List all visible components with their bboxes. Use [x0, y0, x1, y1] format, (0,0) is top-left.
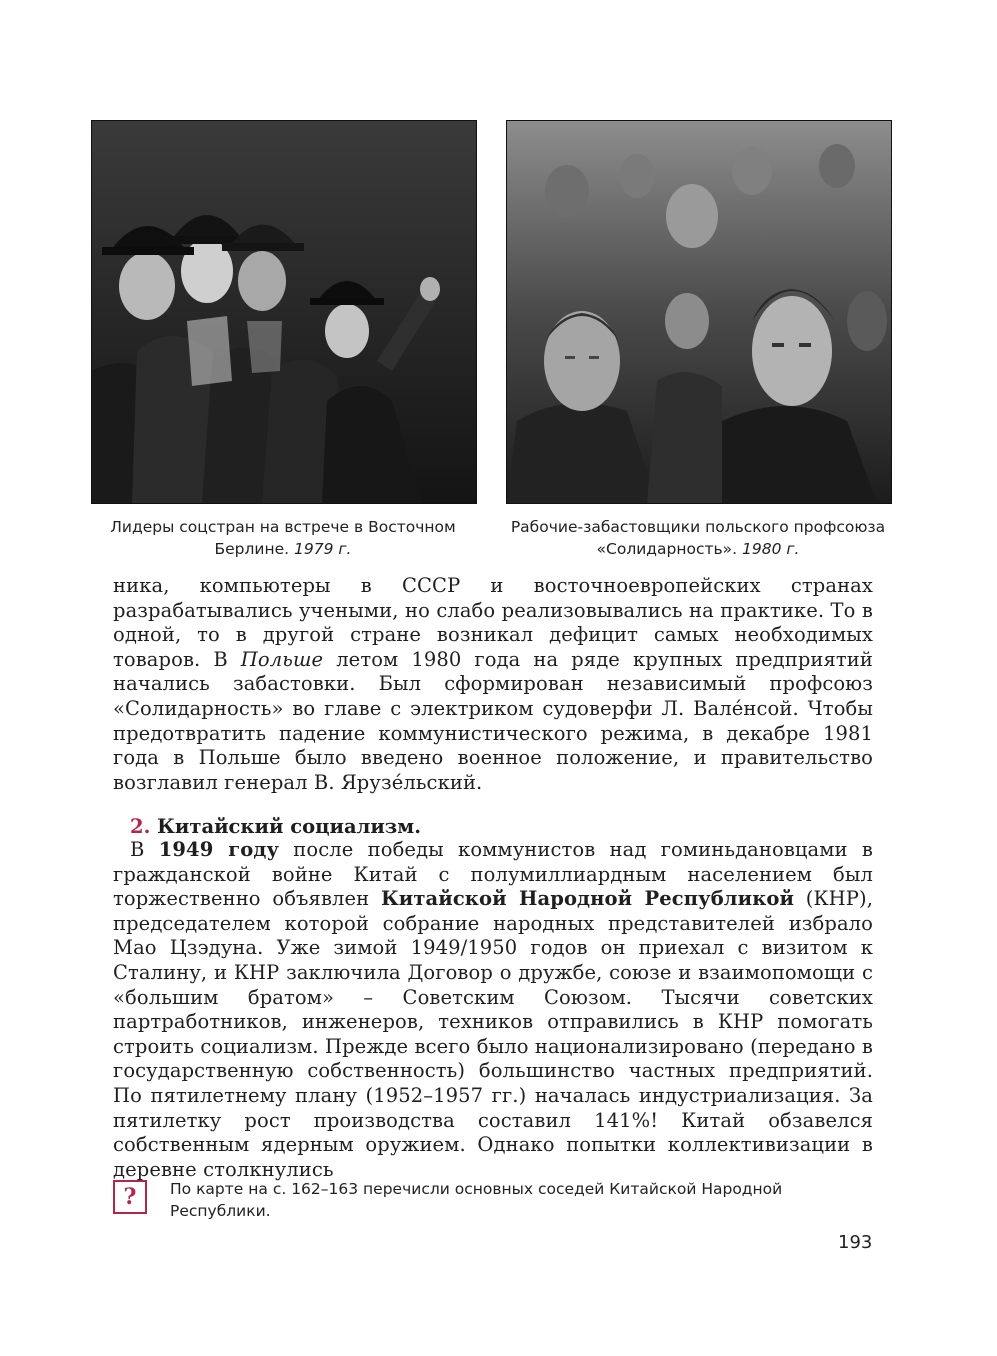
paragraph-poland-part1: ника, компьютеры в СССР и восточноевропейских странах разрабатывались учеными, но слабо реализовывались на практике. То в одной, то в другой стране возникал дефицит самых необходимых товаров. В [113, 574, 873, 671]
caption-left-text: Лидеры соцстран на встрече в Восточном Берлине. [110, 518, 456, 558]
paragraph-china-part1: после победы коммунистов над гоминьдановцами в гражданской войне Китай с полумиллиардным населением был торжественно объявлен [113, 838, 873, 911]
page-number: 193 [838, 1232, 873, 1253]
paragraph-china-part2: (КНР), председателем которой собрание народных представителей избрало Мао Цзэдуна. Уже зимой 1949/1950 годов он приехал с визитом к Сталину, и КНР заключила Договор о дружбе, союзе и взаимопомощи с «большим братом» – Советским Союзом. Тысячи советских партработников, инженеров, техников отправились в КНР помогать строить социализм. Прежде всего было национализировано (передано в государственную собственность) большинство частных предприятий. По пятилетнему плану (1952–1957 гг.) началась индустриализация. За пятилетку рост производства составил 141%! Китай обзавелся собственным ядерным оружием. Однако попытки коллективизации в деревне столкнулись [113, 887, 873, 1181]
section-number: 2. [130, 815, 151, 838]
caption-right-text: Рабочие-забастовщики польского профсоюза «Солидарность». [510, 518, 886, 558]
paragraph-poland [113, 574, 873, 795]
question-text: По карте на с. 162–163 перечисли основных соседей Китайской Народной Республики. [170, 1180, 783, 1220]
photo-workers-image [507, 121, 891, 503]
paragraph-china-name: Китайской Народной Республикой [380, 887, 795, 911]
paragraph-china-year: 1949 году [158, 838, 280, 861]
caption-right-year: 1980 г. [742, 540, 800, 558]
photo-leaders-image [92, 121, 476, 503]
section-title: Китайский социализм. [157, 815, 421, 838]
paragraph-poland-part2: летом 1980 года на ряде крупных предприятий начались забастовки. Был сформирован независимый профсоюз «Солидарность» во главе с электриком судоверфи Л. Вале́нсой. Чтобы предотвратить падение коммунистического режима, в декабре 1981 года в Польше было введено военное положение, и правительство возглавил генерал В. Ярузе́льский. [113, 647, 874, 794]
paragraph-china-lead: В [130, 838, 159, 861]
photo-solidarity-workers [506, 120, 892, 504]
paragraph-china [113, 838, 873, 1182]
photo-caption-left [91, 516, 475, 560]
question-glyph: ? [123, 1184, 137, 1210]
photo-caption-right [506, 516, 890, 560]
question-icon [113, 1180, 147, 1214]
paragraph-poland-country: Польше [240, 647, 324, 671]
section-heading [130, 815, 421, 839]
caption-left-year: 1979 г. [294, 540, 352, 558]
photo-leaders-berlin [91, 120, 477, 504]
